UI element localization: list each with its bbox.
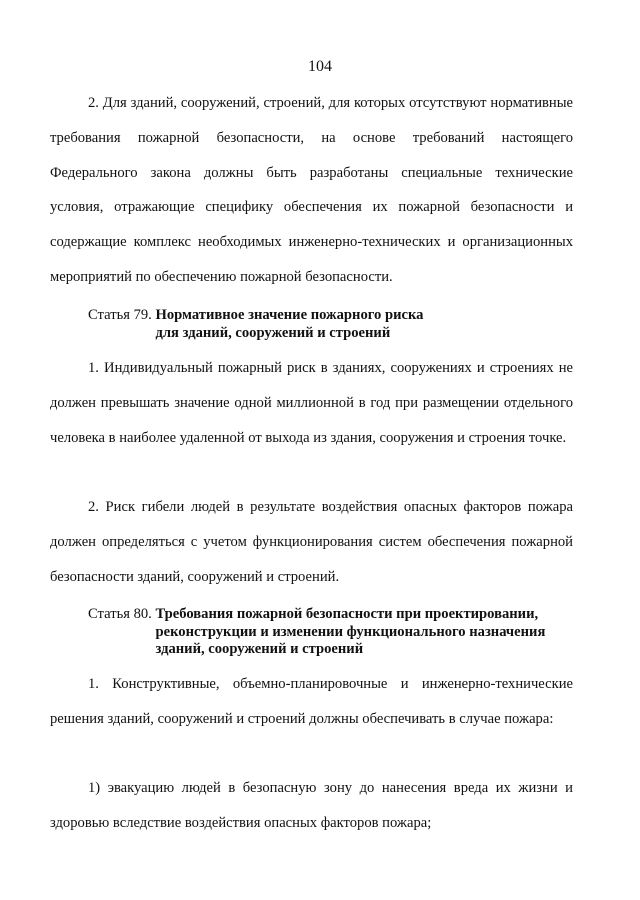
article-80-title-line: реконструкции и изменении функционального назначения [155,623,546,640]
article-80-title-line: зданий, сооружений и строений [155,641,364,657]
paragraph-individual-fire-risk: 1. Индивидуальный пожарный риск в зданиях, сооружениях и строениях не должен превышать значение одной миллионной в год при размещении отдельного человека в наиболее удаленной от выхода из здания, сооружения и строения точке. [50,360,573,446]
page-number: 104 [308,58,332,75]
article-79-title-line: Нормативное значение пожарного риска [155,307,424,323]
paragraph-risk-of-death: 2. Риск гибели людей в результате воздействия опасных факторов пожара должен определяться с учетом функционирования систем обеспечения пожарной безопасности зданий, сооружений и строений. [50,499,573,585]
article-80-title-line: Требования пожарной безопасности при проектировании, [155,606,539,622]
article-79-title [155,307,423,342]
paragraph-buildings-without-requirements: 2. Для зданий, сооружений, строений, для которых отсутствуют нормативные требования пожарной безопасности, на основе требований настоящего Федерального закона должны быть разработаны специальные технические условия, отражающие специфику обеспечения их пожарной безопасности и содержащие комплекс необходимых инженерно-технических и организационных мероприятий по обеспечению пожарной безопасности. [50,95,573,285]
article-80-heading [88,606,545,659]
article-79-title-line: для зданий, сооружений и строений [155,324,391,341]
article-79-heading [88,307,423,342]
article-79-number: Статья 79. [88,307,156,323]
paragraph-design-solutions: 1. Конструктивные, объемно-планировочные и инженерно-технические решения зданий, сооружений и строений должны обеспечивать в случае пожара: [50,676,573,727]
article-80-number: Статья 80. [88,606,156,622]
paragraph-evacuation: 1) эвакуацию людей в безопасную зону до нанесения вреда их жизни и здоровью вследствие воздействия опасных факторов пожара; [50,780,573,831]
article-80-title [155,606,545,659]
